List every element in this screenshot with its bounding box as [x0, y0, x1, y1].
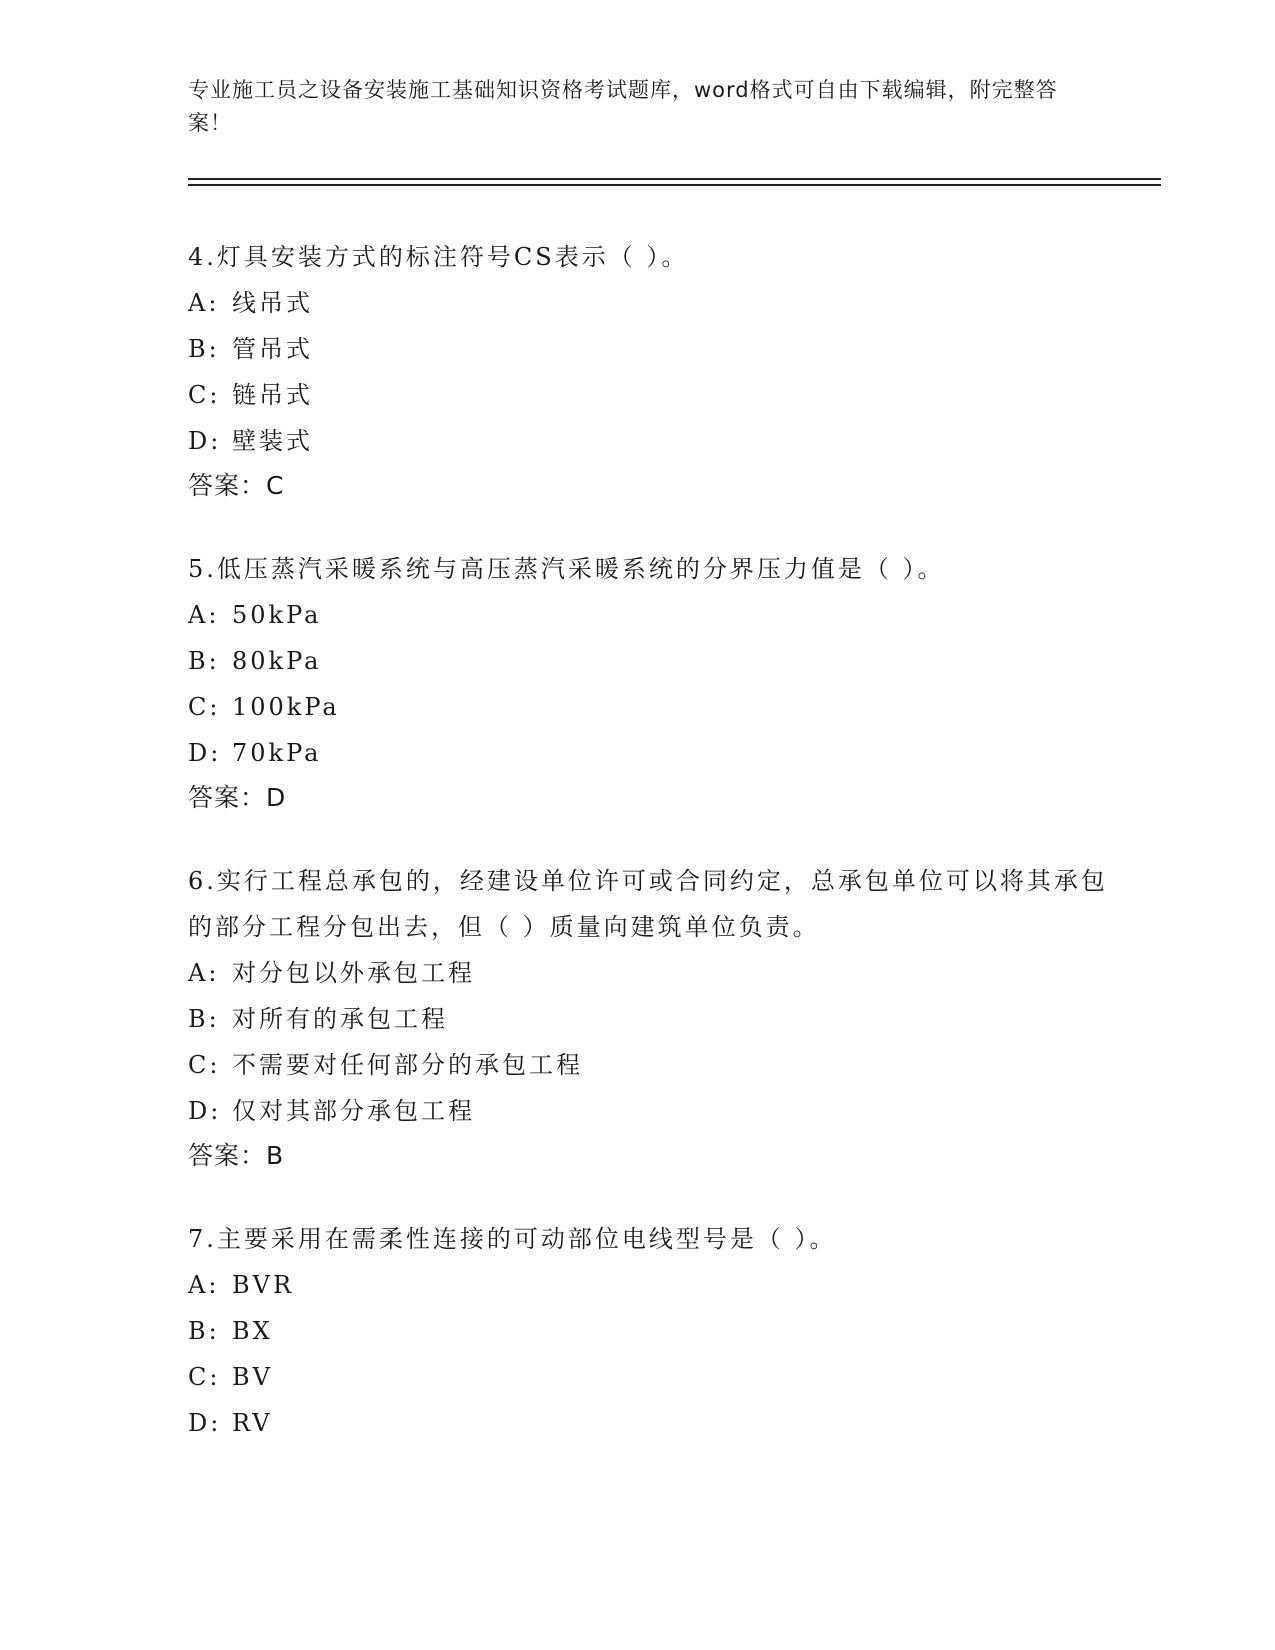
option-a: [188, 592, 1108, 638]
option-d: [188, 1400, 1108, 1446]
option-letter: C:: [188, 381, 221, 409]
option-text: 链吊式: [232, 381, 313, 409]
option-letter: C:: [188, 1051, 221, 1079]
option-b: [188, 1308, 1108, 1354]
option-letter: D:: [188, 1097, 222, 1125]
option-text: 线吊式: [232, 289, 313, 317]
option-text: 管吊式: [232, 335, 313, 363]
answer-line: 答案：B: [188, 1141, 285, 1170]
option-c: [188, 684, 1108, 730]
option-letter: D:: [188, 1409, 222, 1437]
option-text: 80kPa: [232, 647, 322, 675]
option-text: 对所有的承包工程: [232, 1005, 448, 1033]
option-text: 壁装式: [232, 427, 313, 455]
option-letter: B:: [188, 1005, 220, 1033]
option-text: BV: [232, 1363, 273, 1391]
question-list: [188, 234, 1108, 1484]
header-divider-top: [188, 178, 1161, 180]
option-letter: B:: [188, 335, 220, 363]
option-text: 对分包以外承包工程: [232, 959, 475, 987]
option-d: [188, 1088, 1108, 1134]
option-c: [188, 372, 1108, 418]
option-text: 100kPa: [232, 693, 340, 721]
question-stem: 5.低压蒸汽采暖系统与高压蒸汽采暖系统的分界压力值是（ ）。: [188, 555, 945, 583]
question-stem: 6.实行工程总承包的，经建设单位许可或合同约定，总承包单位可以将其承包的部分工程分包出去，但（ ）质量向建筑单位负责。: [188, 867, 1108, 941]
option-b: [188, 638, 1108, 684]
option-b: [188, 996, 1108, 1042]
option-text: BVR: [232, 1271, 295, 1299]
header-divider-bottom: [188, 184, 1161, 186]
option-a: [188, 1262, 1108, 1308]
question-6: [188, 858, 1108, 1178]
option-letter: A:: [188, 1271, 220, 1299]
option-text: RV: [232, 1409, 273, 1437]
option-text: 50kPa: [232, 601, 322, 629]
option-letter: A:: [188, 289, 220, 317]
option-letter: A:: [188, 959, 220, 987]
option-text: BX: [232, 1317, 273, 1345]
question-5: [188, 546, 1108, 820]
option-letter: C:: [188, 693, 221, 721]
question-4: [188, 234, 1108, 508]
option-d: [188, 730, 1108, 776]
option-d: [188, 418, 1108, 464]
option-text: 70kPa: [232, 739, 322, 767]
question-stem: 7.主要采用在需柔性连接的可动部位电线型号是（ ）。: [188, 1225, 837, 1253]
question-7: [188, 1216, 1108, 1446]
option-b: [188, 326, 1108, 372]
option-letter: A:: [188, 601, 220, 629]
answer-line: 答案：D: [188, 783, 287, 812]
question-stem: 4.灯具安装方式的标注符号CS表示（ ）。: [188, 243, 689, 271]
option-letter: D:: [188, 739, 222, 767]
option-a: [188, 950, 1108, 996]
answer-line: 答案：C: [188, 471, 285, 500]
option-c: [188, 1354, 1108, 1400]
option-letter: B:: [188, 647, 220, 675]
option-a: [188, 280, 1108, 326]
option-text: 不需要对任何部分的承包工程: [232, 1051, 583, 1079]
option-text: 仅对其部分承包工程: [232, 1097, 475, 1125]
header-text: 专业施工员之设备安装施工基础知识资格考试题库，word格式可自由下载编辑，附完整答案！: [188, 78, 1058, 135]
option-c: [188, 1042, 1108, 1088]
option-letter: B:: [188, 1317, 220, 1345]
option-letter: C:: [188, 1363, 221, 1391]
document-header: [188, 74, 1088, 140]
option-letter: D:: [188, 427, 222, 455]
